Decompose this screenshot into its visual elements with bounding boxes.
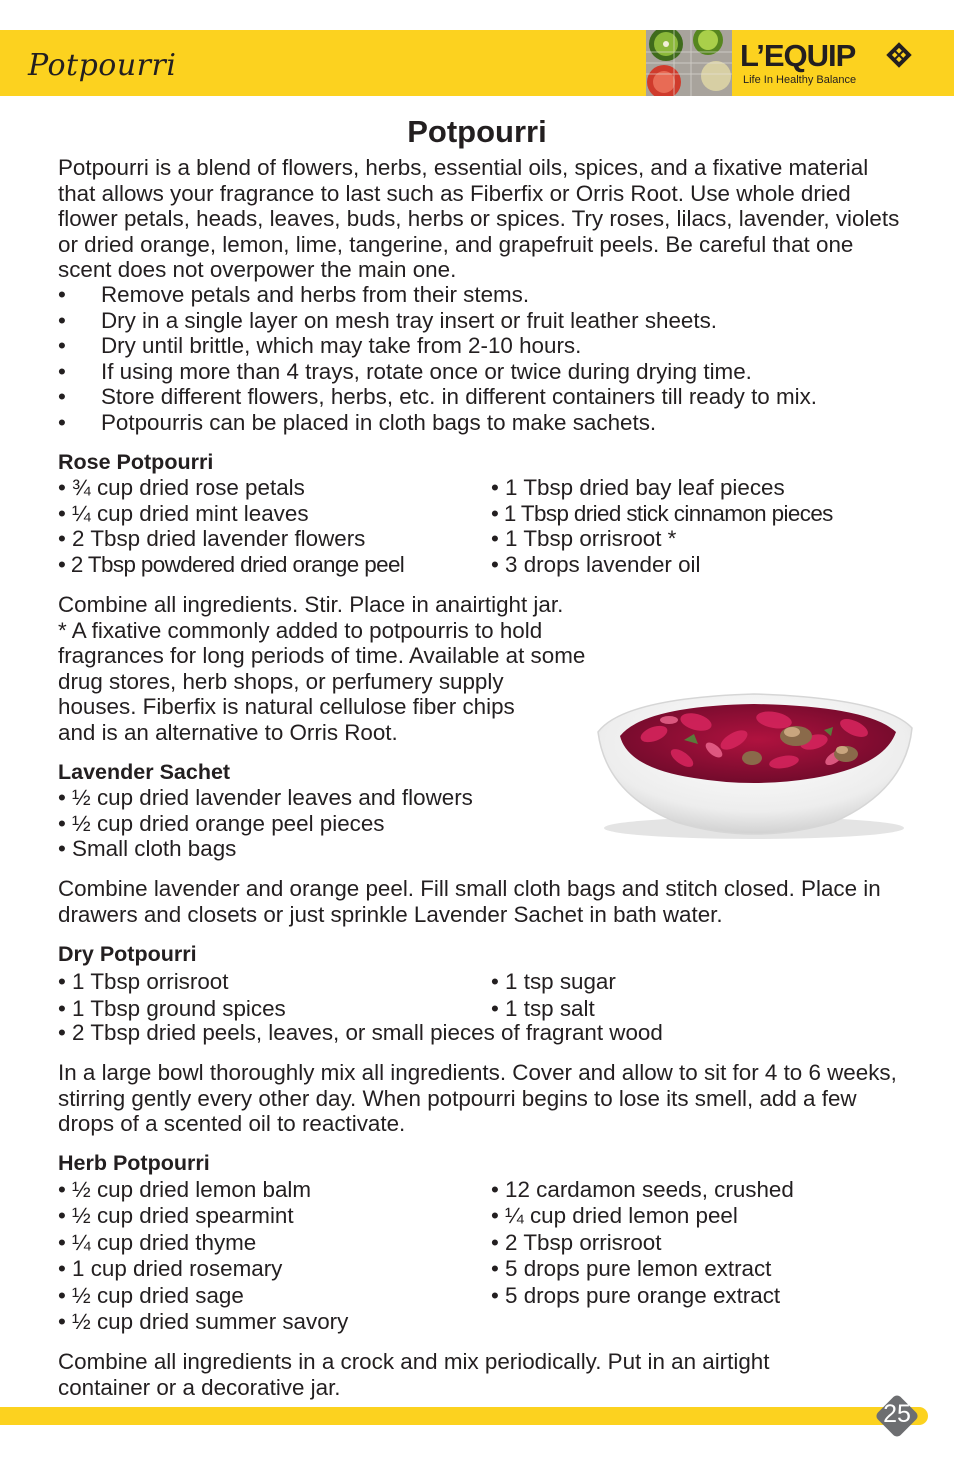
- page-number: 25: [883, 1400, 911, 1428]
- list-item: • 12 cardamon seeds, crushed: [491, 1177, 794, 1202]
- list-item: • If using more than 4 trays, rotate once or twice during drying time.: [58, 358, 752, 384]
- rose-heading: Rose Potpourri: [58, 450, 214, 474]
- list-item: • 1 cup dried rosemary: [58, 1256, 283, 1282]
- list-item: • 1 Tbsp ground spices: [58, 996, 286, 1021]
- brand-name: L’EQUIP: [740, 38, 856, 73]
- footer-bar: [0, 1407, 928, 1425]
- list-item: • ½ cup dried lavender leaves and flowers: [58, 785, 473, 810]
- lavender-heading: Lavender Sachet: [58, 760, 231, 784]
- brand-photo: [646, 30, 732, 96]
- list-item: • ½ cup dried spearmint: [58, 1203, 294, 1229]
- list-item: • ½ cup dried lemon balm: [58, 1177, 312, 1202]
- herb-ingredients-left: [58, 1177, 348, 1335]
- brand-logo: [736, 36, 916, 90]
- list-item: • Small cloth bags: [58, 836, 237, 861]
- list-item: • ¼ cup dried mint leaves: [58, 500, 309, 526]
- brand-mark-icon: [886, 42, 912, 68]
- list-item: • 1 tsp sugar: [491, 969, 616, 994]
- list-item: • 1 tsp salt: [491, 996, 595, 1021]
- page-header: [0, 30, 954, 96]
- list-item: • ½ cup dried orange peel pieces: [58, 810, 385, 836]
- list-item: • 5 drops pure orange extract: [491, 1282, 781, 1308]
- intro-paragraph: Potpourri is a blend of flowers, herbs, essential oils, spices, and a fixative material that allows your fragrance to last such as Fiberfix or Orris Root. Use whole dried flower petals, heads, leaves, buds, herbs or spices. Try roses, lilacs, lavender, violets or dried orange, lemon, lime, tangerine, and grapefruit peels. Be careful that one scent does not overpower the main one.: [58, 155, 900, 282]
- list-item: • Dry in a single layer on mesh tray insert or fruit leather sheets.: [58, 307, 718, 333]
- herb-ingredients-right: [491, 1177, 794, 1309]
- rose-ingredients-left: [58, 475, 404, 577]
- list-item: • Store different flowers, herbs, etc. in different containers till ready to mix.: [58, 384, 818, 409]
- list-item: • 1 Tbsp dried stick cinnamon pieces: [491, 500, 833, 526]
- page-title: Potpourri: [407, 114, 547, 149]
- list-item: • 1 Tbsp orrisroot: [58, 969, 229, 994]
- list-item: • Dry until brittle, which may take from 2-10 hours.: [58, 333, 582, 358]
- page-number-badge: [870, 1389, 924, 1443]
- section-title: Potpourri: [28, 48, 177, 83]
- lavender-ingredients: [58, 785, 473, 862]
- list-item: • ¼ cup dried thyme: [58, 1229, 257, 1255]
- list-item: • ¾ cup dried rose petals: [58, 475, 305, 500]
- list-item: • ¼ cup dried lemon peel: [491, 1203, 738, 1229]
- herb-heading: Herb Potpourri: [58, 1151, 210, 1175]
- list-item: • 3 drops lavender oil: [491, 551, 701, 577]
- dry-instructions: In a large bowl thoroughly mix all ingredients. Cover and allow to sit for 4 to 6 weeks, stirring gently every other day. When potpourri begins to lose its smell, add a few drops of a scented oil to reactivate.: [58, 1060, 897, 1136]
- brand-tagline: Life In Healthy Balance: [743, 74, 857, 86]
- list-item: • 2 Tbsp orrisroot: [491, 1229, 662, 1255]
- rose-instructions: Combine all ingredients. Stir. Place in anairtight jar. * A fixative commonly added to potpourris to hold fragrances for long periods of time. Available at some drug stores, herb shops, or perfumery supply houses. Fiberfix is natural cellulose fiber chips and is an alternative to Orris Root.: [58, 592, 586, 745]
- list-item: • ½ cup dried summer savory: [58, 1309, 349, 1335]
- potpourri-bowl-image: [584, 670, 920, 842]
- list-item: • 1 Tbsp orrisroot *: [491, 526, 677, 551]
- dry-ingredients-right: [491, 968, 616, 1022]
- lavender-instructions: Combine lavender and orange peel. Fill small cloth bags and stitch closed. Place in drawers and closets or just sprinkle Lavender Sachet in bath water.: [58, 876, 881, 927]
- steps-list: [58, 282, 817, 435]
- list-item: • 1 Tbsp dried bay leaf pieces: [491, 475, 785, 500]
- list-item: • ½ cup dried sage: [58, 1282, 244, 1308]
- dry-heading: Dry Potpourri: [58, 942, 197, 966]
- list-item: • 5 drops pure lemon extract: [491, 1256, 772, 1282]
- rose-ingredients-right: [491, 475, 833, 577]
- dry-ingredients-left: [58, 968, 286, 1022]
- list-item: • 2 Tbsp powdered dried orange peel: [58, 551, 405, 577]
- list-item: • 2 Tbsp dried lavender flowers: [58, 526, 366, 551]
- list-item: • Remove petals and herbs from their stems.: [58, 282, 530, 307]
- list-item: • Potpourris can be placed in cloth bags to make sachets.: [58, 409, 657, 435]
- herb-instructions: Combine all ingredients in a crock and mix periodically. Put in an airtight container or a decorative jar.: [58, 1349, 770, 1400]
- dry-ingredient-full: • 2 Tbsp dried peels, leaves, or small pieces of fragrant wood: [58, 1020, 663, 1045]
